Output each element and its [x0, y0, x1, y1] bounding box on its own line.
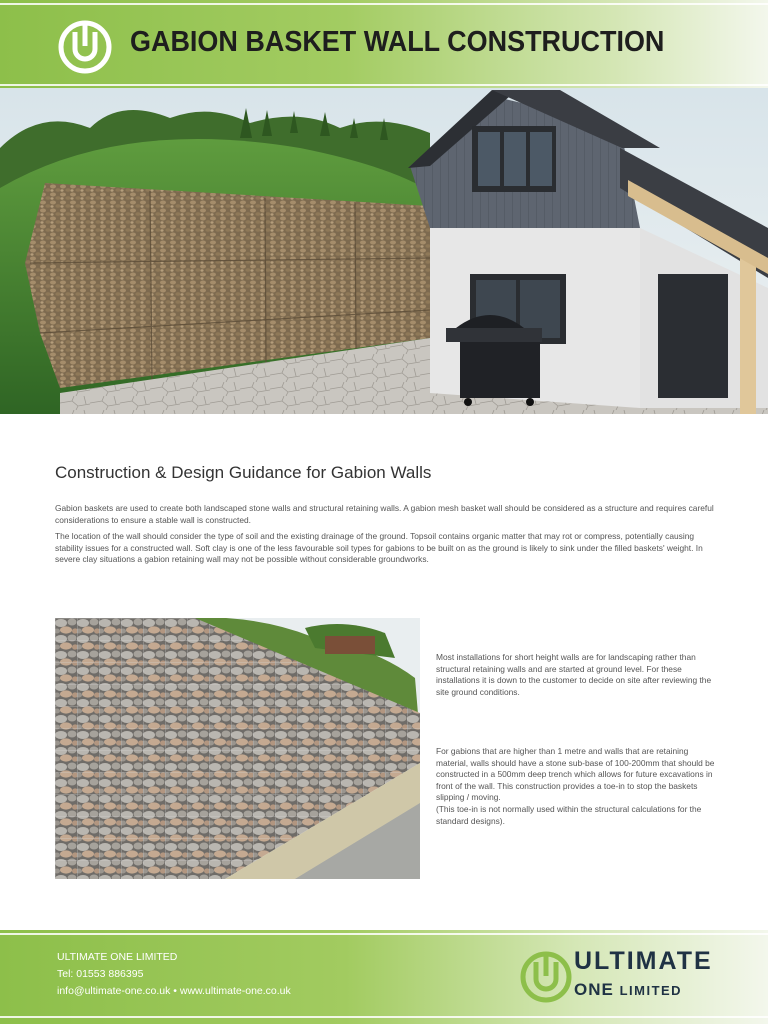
soil-paragraph: The location of the wall should consider the type of soil and the existing drainage of the ground. Topsoil contains organic matter that may rot or compress, potentially causing stability issues for a constructed wall. Soft clay is one of the less favourable soil types for gabions to be built on as the ground is likely to sink under the filled baskets' weight. In severe clay situations a gabion retaining wall may not be possible without considerable groundworks. — [55, 531, 703, 565]
intro-paragraph: Gabion baskets are used to create both landscaped stone walls and structural retaining walls. A gabion mesh basket wall should be considered as a structure and requires careful considerations to ensure a stable wall is constructed. — [55, 503, 714, 525]
toe-in-note: (This toe-in is not normally used within the structural calculations for the standard designs). — [436, 803, 702, 826]
landscaping-paragraph: Most installations for short height walls are for landscaping rather than structural retaining walls and are started at ground level. For these installations it is down to the customer to decide on site after reviewing the site ground conditions. — [436, 652, 712, 697]
ultimate-one-brand-icon — [518, 948, 574, 1004]
footer-telephone[interactable]: Tel: 01553 886395 — [57, 968, 144, 980]
header-band — [0, 0, 768, 88]
gabion-wall-illustration — [55, 618, 420, 879]
footer-rule-bottom — [0, 1016, 768, 1018]
ultimate-one-logo-icon — [58, 20, 112, 74]
footer-band — [0, 930, 768, 1024]
brand-wordmark-ultimate: ULTIMATE — [574, 947, 713, 975]
structural-paragraph-block — [436, 746, 716, 827]
brand-wordmark-one — [574, 980, 682, 1000]
hero-illustration — [0, 88, 768, 414]
brand-one-text: ONE — [574, 980, 614, 999]
footer-rule-top — [0, 933, 768, 935]
footer-contact-links[interactable]: info@ultimate-one.co.uk • www.ultimate-one.co.uk — [57, 985, 291, 997]
hero-image-gabion-wall-house — [0, 88, 768, 414]
footer-company-name: ULTIMATE ONE LIMITED — [57, 951, 178, 963]
page-title: GABION BASKET WALL CONSTRUCTION — [130, 26, 665, 58]
section-heading: Construction & Design Guidance for Gabion Walls — [55, 463, 432, 482]
brand-limited-text: LIMITED — [619, 983, 683, 998]
header-rule-top — [0, 3, 768, 5]
header-rule-bottom — [0, 84, 768, 86]
gabion-stone-wall-photo — [55, 618, 420, 879]
structural-paragraph: For gabions that are higher than 1 metre and walls that are retaining material, walls should have a stone sub-base of 100-200mm that should be constructed in a 500mm deep trench which allows for future excavations in front of the wall. This construction provides a toe-in to stop the baskets slipping / moving. — [436, 746, 715, 803]
